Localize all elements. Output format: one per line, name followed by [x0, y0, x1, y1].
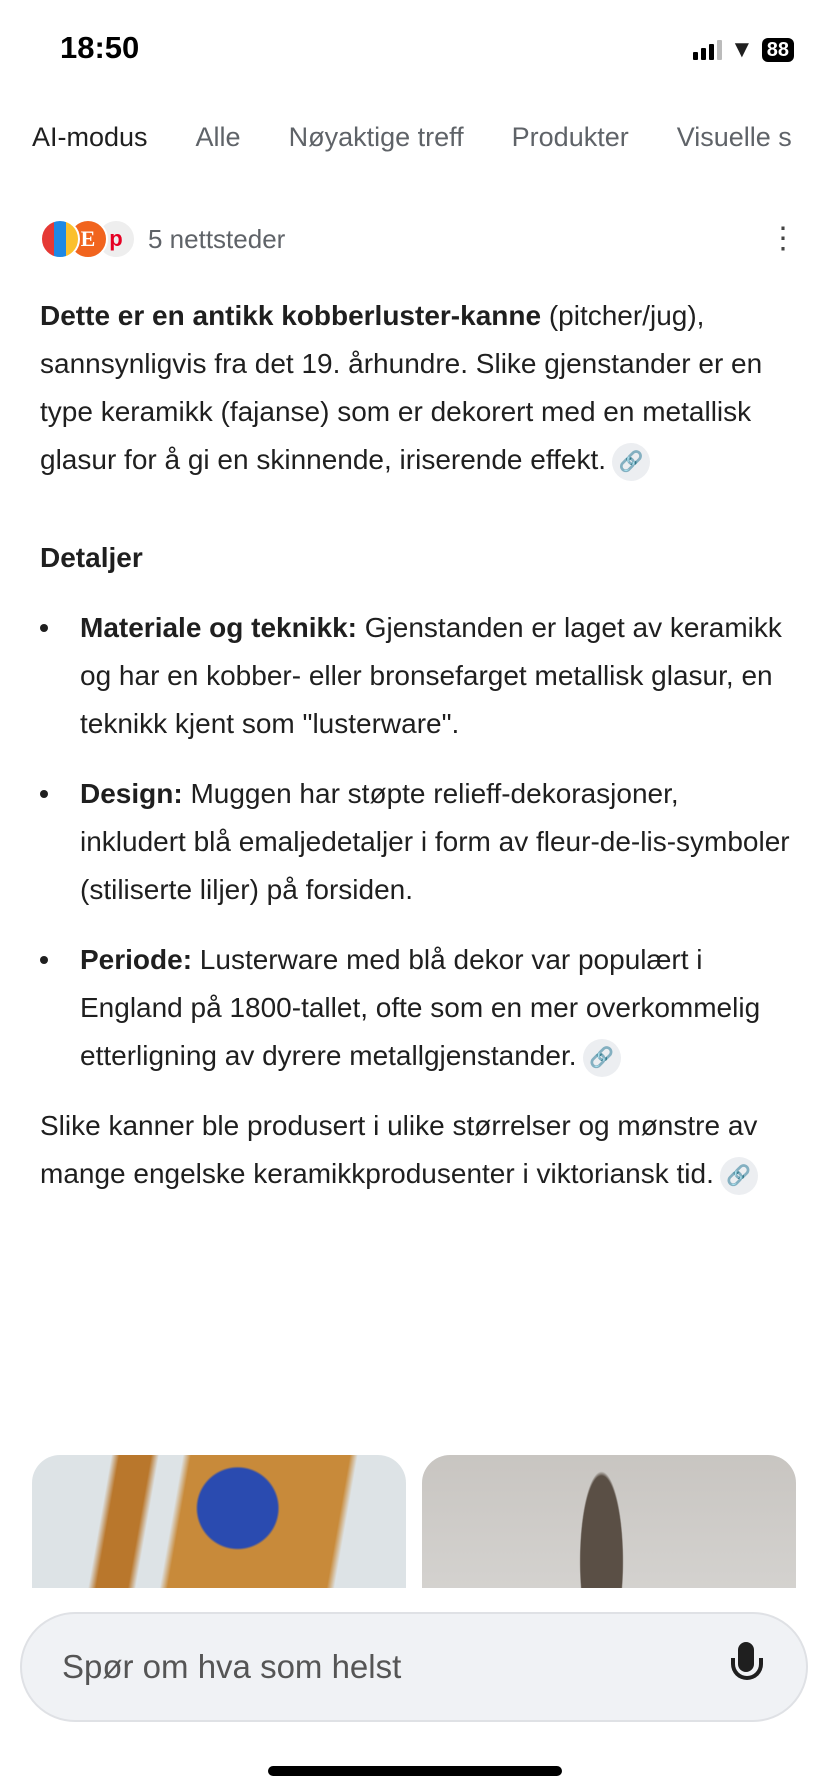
- list-item: Design: Muggen har støpte relieff-dekorasjoner, inkludert blå emaljedetaljer i form av fleur-de-lis-symboler (stiliserte liljer) på forsiden.: [40, 770, 792, 914]
- tab-exact-matches[interactable]: Nøyaktige treff: [288, 122, 464, 152]
- status-bar: [0, 28, 828, 72]
- sources-row[interactable]: [40, 218, 798, 260]
- battery-icon: 88: [762, 38, 794, 62]
- pitcher-image[interactable]: [422, 1455, 796, 1588]
- search-placeholder: Spør om hva som helst: [62, 1648, 402, 1685]
- link-icon[interactable]: 🔗: [720, 1157, 758, 1195]
- details-list: [40, 604, 792, 1080]
- pitcher-image[interactable]: [32, 1455, 406, 1588]
- tab-products[interactable]: Produkter: [511, 122, 629, 152]
- tab-all[interactable]: Alle: [195, 122, 241, 152]
- search-input[interactable]: [20, 1612, 808, 1722]
- etsy-icon: E: [68, 219, 108, 259]
- link-icon[interactable]: 🔗: [583, 1039, 621, 1077]
- wifi-icon: ▼: [729, 36, 754, 63]
- sources-count: 5 nettsteder: [148, 223, 286, 254]
- more-options-icon[interactable]: ⋮: [768, 222, 798, 255]
- search-tabs: [32, 122, 792, 153]
- home-indicator[interactable]: [268, 1766, 562, 1776]
- intro-paragraph: Dette er en antikk kobberluster-kanne (pitcher/jug), sannsynligvis fra det 19. århundre. Slike gjenstander er en type keramikk (fajanse) som er dekorert med en metallisk glasur for å gi en skinnende, iriserende effekt. 🔗: [40, 292, 792, 484]
- details-heading: Detaljer: [40, 542, 143, 573]
- tab-ai-mode[interactable]: AI-modus: [32, 122, 148, 152]
- signal-icon: [693, 40, 722, 60]
- tab-visual[interactable]: Visuelle s: [676, 122, 792, 152]
- image-results: [32, 1455, 796, 1588]
- pinterest-icon: p: [96, 219, 136, 259]
- microphone-icon[interactable]: [726, 1642, 766, 1692]
- clock: 18:50: [60, 30, 140, 65]
- link-icon[interactable]: 🔗: [612, 443, 650, 481]
- list-item: Materiale og teknikk: Gjenstanden er laget av keramikk og har en kobber- eller bronsefarget metallisk glasur, en teknikk kjent som "lusterware".: [40, 604, 792, 748]
- shopping-bag-icon: [40, 219, 80, 259]
- closing-paragraph: Slike kanner ble produsert i ulike størrelser og mønstre av mange engelske keramikkprodusenter i viktoriansk tid. 🔗: [40, 1102, 792, 1198]
- list-item: Periode: Lusterware med blå dekor var populært i England på 1800-tallet, ofte som en mer overkommelig etterligning av dyrere metallgjenstander. 🔗: [40, 936, 792, 1080]
- ai-answer: [40, 292, 792, 1198]
